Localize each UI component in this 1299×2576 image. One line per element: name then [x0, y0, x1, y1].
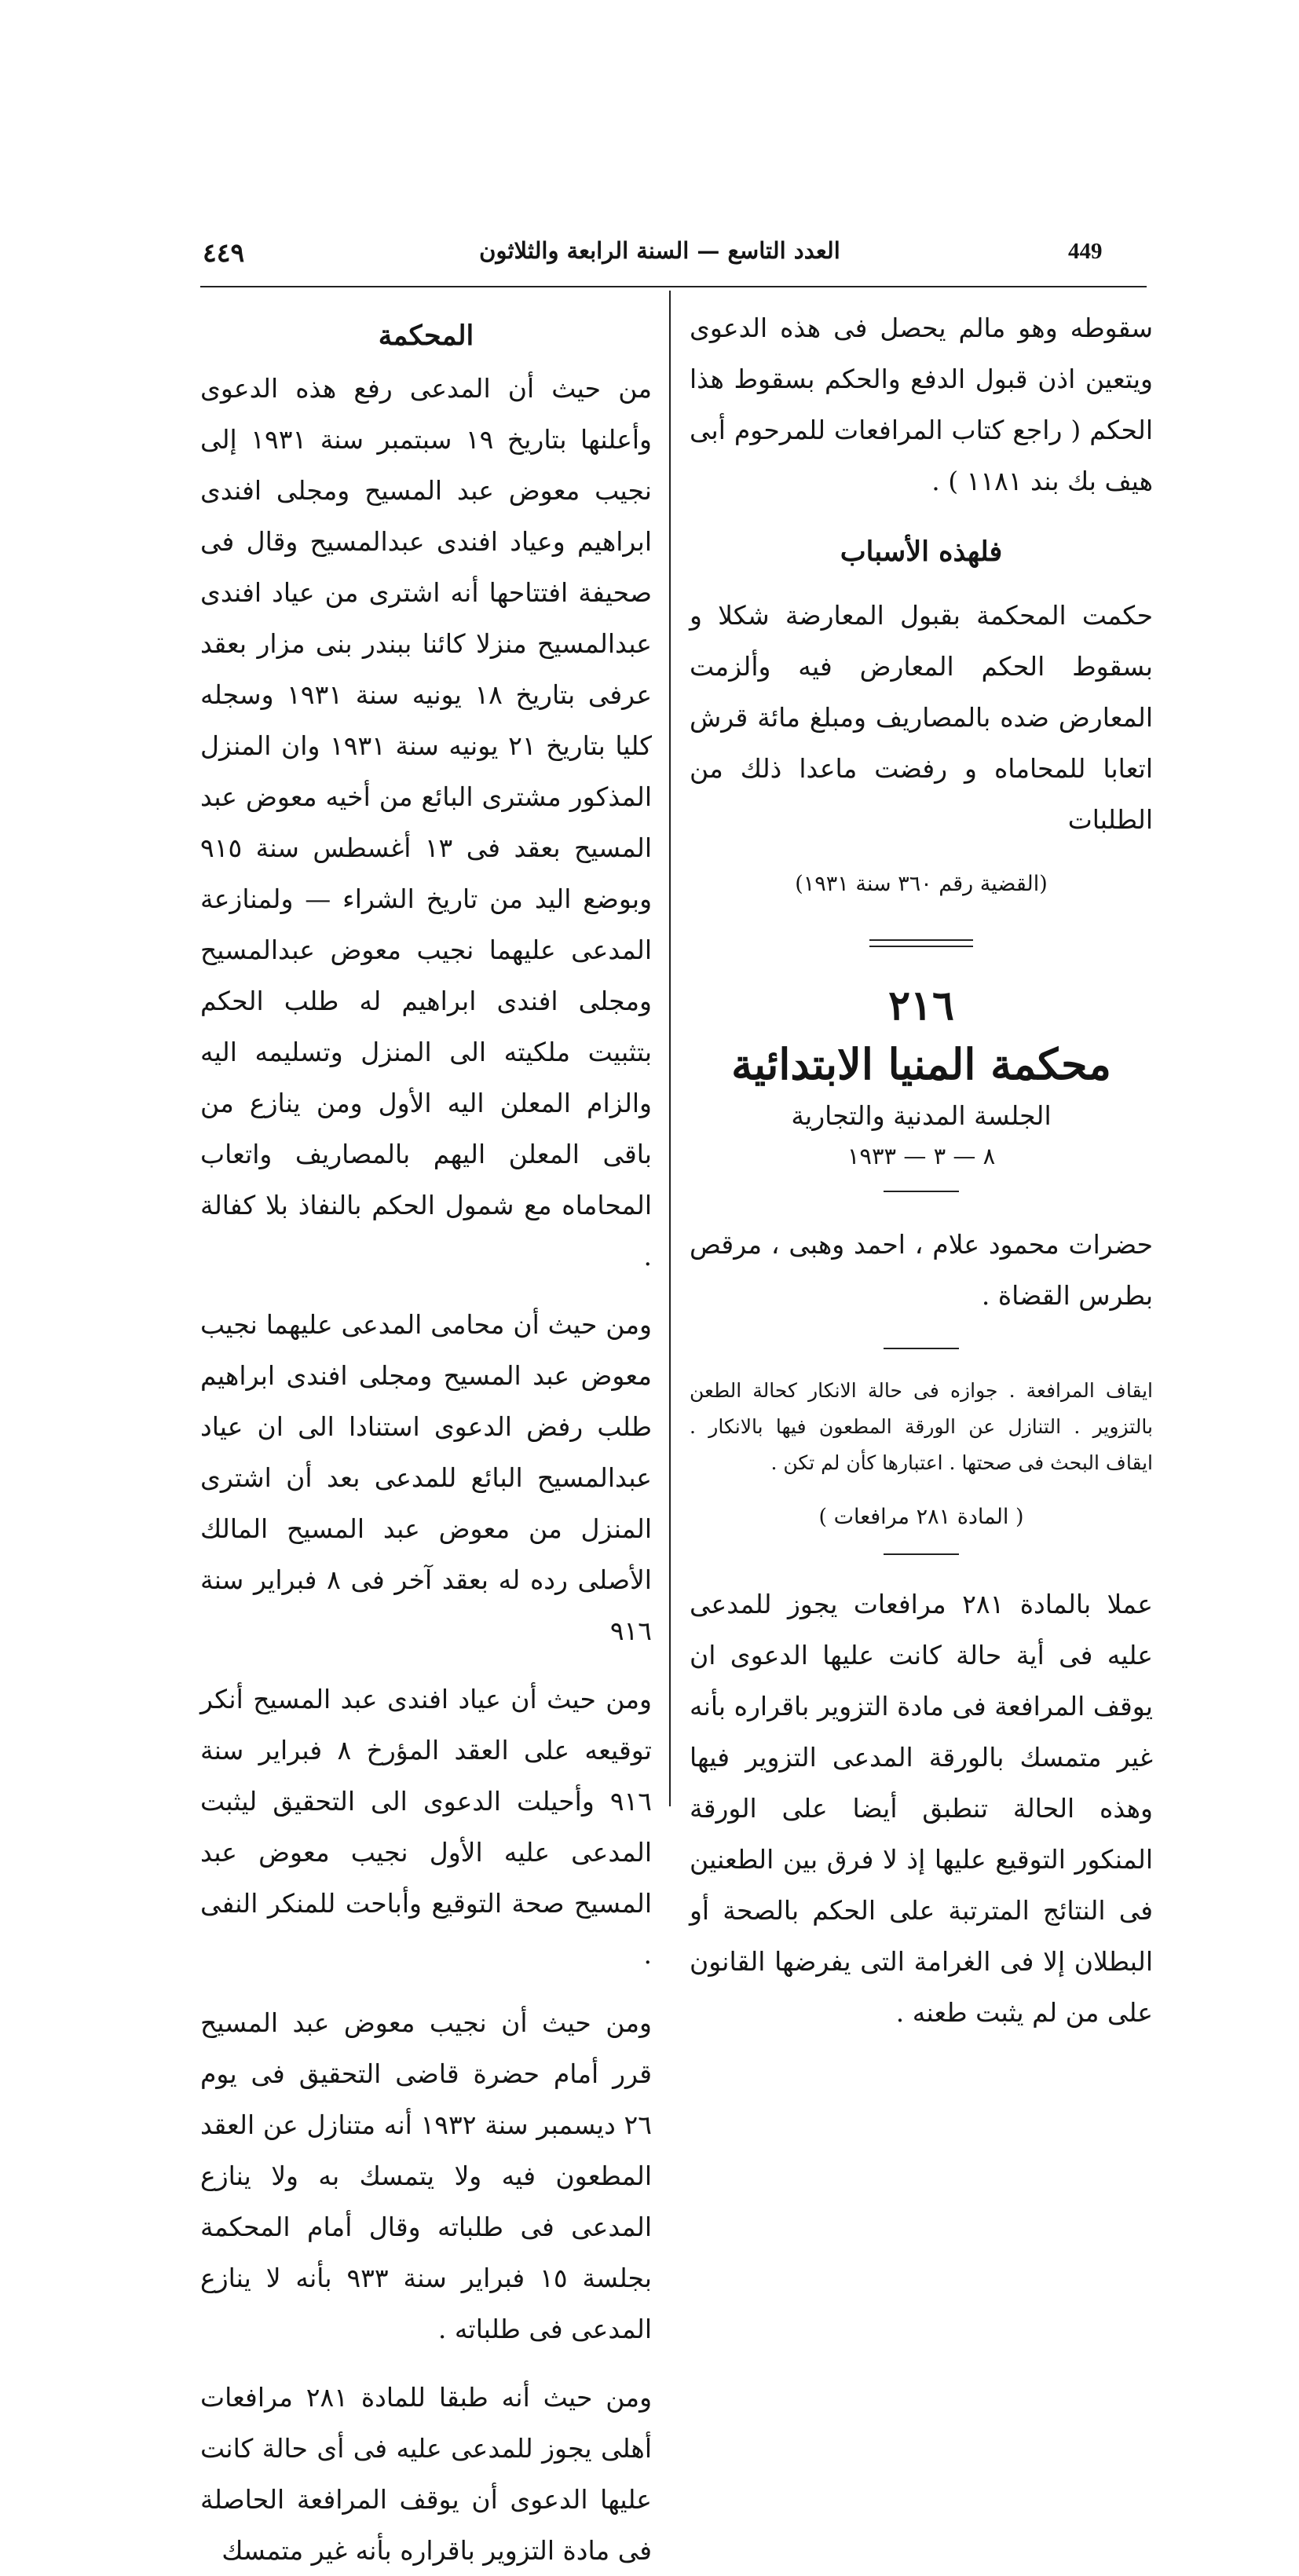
ruling-paragraph: حكمت المحكمة بقبول المعارضة شكلا و بسقوط الحكم المعارض فيه وألزمت المعارض ضده بالمصاريف ومبلغ مائة قرش اتعابا للمحاماه و رفضت ماعدا ذلك من الطلبات [690, 600, 1153, 835]
principle-paragraph: عملا بالمادة ٢٨١ مرافعات يجوز للمدعى عليه فى أية حالة كانت عليها الدعوى ان يوقف المرافعة فى مادة التزوير باقراره بأنه غير متمسك بالورقة المدعى التزوير فيها وهذه الحالة تنطبق أيضا على الورقة المنكور التوقيع عليها إذ لا فرق بين الطعنين فى النتائج المترتبة على الحكم بالصحة أو البطلان إلا فى الغرامة التى يفرضها القانون على من لم يثبت طعنه . [690, 1589, 1153, 2028]
right-column [690, 302, 1153, 2038]
court-name: محكمة المنيا الابتدائية [731, 1039, 1111, 1089]
short-rule [884, 1191, 959, 1192]
body-paragraph: ومن حيث أن عياد افندى عبد المسيح أنكر توقيعه على العقد المؤرخ ٨ فبراير سنة ٩١٦ وأحيلت الدعوى الى التحقيق ليثبت المدعى عليه الأول نجيب معوض عبد المسيح صحة التوقيع وأباحت للمنكر النفى . [200, 1684, 652, 1970]
body-paragraph: ومن حيث أنه طبقا للمادة ٢٨١ مرافعات أهلى يجوز للمدعى عليه فى أى حالة كانت عليها الدعوى أن يوقف المرافعة الحاصلة فى مادة التزوير باقراره بأنه غير متمسك [200, 2382, 653, 2566]
continuation-paragraph: سقوطه وهو مالم يحصل فى هذه الدعوى ويتعين اذن قبول الدفع والحكم بسقوط هذا الحكم ( راجع كتاب المرافعات للمرحوم أبى هيف بك بند ١١٨١ ) . [690, 313, 1153, 496]
article-reference: ( المادة ٢٨١ مرافعات ) [818, 1505, 1024, 1529]
session-name: الجلسة المدنية والتجارية [791, 1100, 1052, 1131]
short-rule [884, 1348, 959, 1349]
short-rule [884, 1553, 959, 1555]
court-heading: المحكمة [378, 320, 474, 352]
body-paragraph: من حيث أن المدعى رفع هذه الدعوى وأعلنها بتاريخ ١٩ سبتمبر سنة ١٩٣١ إلى نجيب معوض عبد المسيح ومجلى افندى ابراهيم وعياد افندى عبدالمسيح وقال فى صحيفة افتتاحها أنه اشترى من عياد افندى عبدالمسيح منزلا كائنا ببندر بنى مزار بعقد عرفى بتاريخ ١٨ يونيه سنة ١٩٣١ وسجله كليا بتاريخ ٢١ يونيه سنة ١٩٣١ وان المنزل المذكور مشترى البائع من أخيه معوض عبد المسيح بعقد فى ١٣ أغسطس سنة ٩١٥ وبوضع اليد من تاريخ الشراء — ولمنازعة المدعى عليهما نجيب معوض عبدالمسيح ومجلى افندى ابراهيم له طلب الحكم بتثبيت ملكيته الى المنزل وتسليمه اليه والزام المعلن اليه الأول ومن ينازع من باقى المعلن اليهم بالمصاريف واتعاب المحاماه مع شمول الحكم بالنفاذ بلا كفالة . [200, 373, 653, 1272]
section-divider [869, 939, 973, 947]
running-header-title: العدد التاسع — السنة الرابعة والثلاثون [479, 237, 840, 264]
summary-paragraph: ايقاف المرافعة . جوازه فى حالة الانكار كحالة الطعن بالتزوير . التنازل عن الورقة المطعون فيها بالانكار . ايقاف البحث فى صحتها . اعتبارها كأن لم تكن . [690, 1379, 1153, 1474]
case-reference: (القضية رقم ٣٦٠ سنة ١٩٣١) [795, 872, 1048, 896]
page-number-latin: 449 [1068, 239, 1103, 264]
judgment-number: ٢١٦ [888, 982, 954, 1030]
column-divider [669, 291, 671, 1806]
judges-line: حضرات محمود علام ، احمد وهبى ، مرقص بطرس القضاة . [690, 1229, 1153, 1311]
header-rule [200, 286, 1147, 287]
reasons-heading: فلهذه الأسباب [840, 536, 1003, 568]
session-date: ٨ — ٣ — ١٩٣٣ [847, 1143, 996, 1169]
body-paragraph: ومن حيث أن نجيب معوض عبد المسيح قرر أمام حضرة قاضى التحقيق فى يوم ٢٦ ديسمبر سنة ١٩٣٢ أنه متنازل عن العقد المطعون فيه ولا يتمسك به ولا ينازع المدعى فى طلباته وقال أمام المحكمة بجلسة ١٥ فبراير سنة ٩٣٣ بأنه لا ينازع المدعى فى طلباته . [200, 2007, 652, 2344]
body-paragraph: ومن حيث أن محامى المدعى عليهما نجيب معوض عبد المسيح ومجلى افندى ابراهيم طلب رفض الدعوى استنادا الى ان عياد عبدالمسيح البائع للمدعى بعد أن اشترى المنزل من معوض عبد المسيح المالك الأصلى رده له بعقد آخر فى ٨ فبراير سنة ٩١٦ [200, 1309, 652, 1646]
page-number-arabic: ٤٤٩ [203, 237, 245, 268]
left-column [200, 313, 652, 2576]
